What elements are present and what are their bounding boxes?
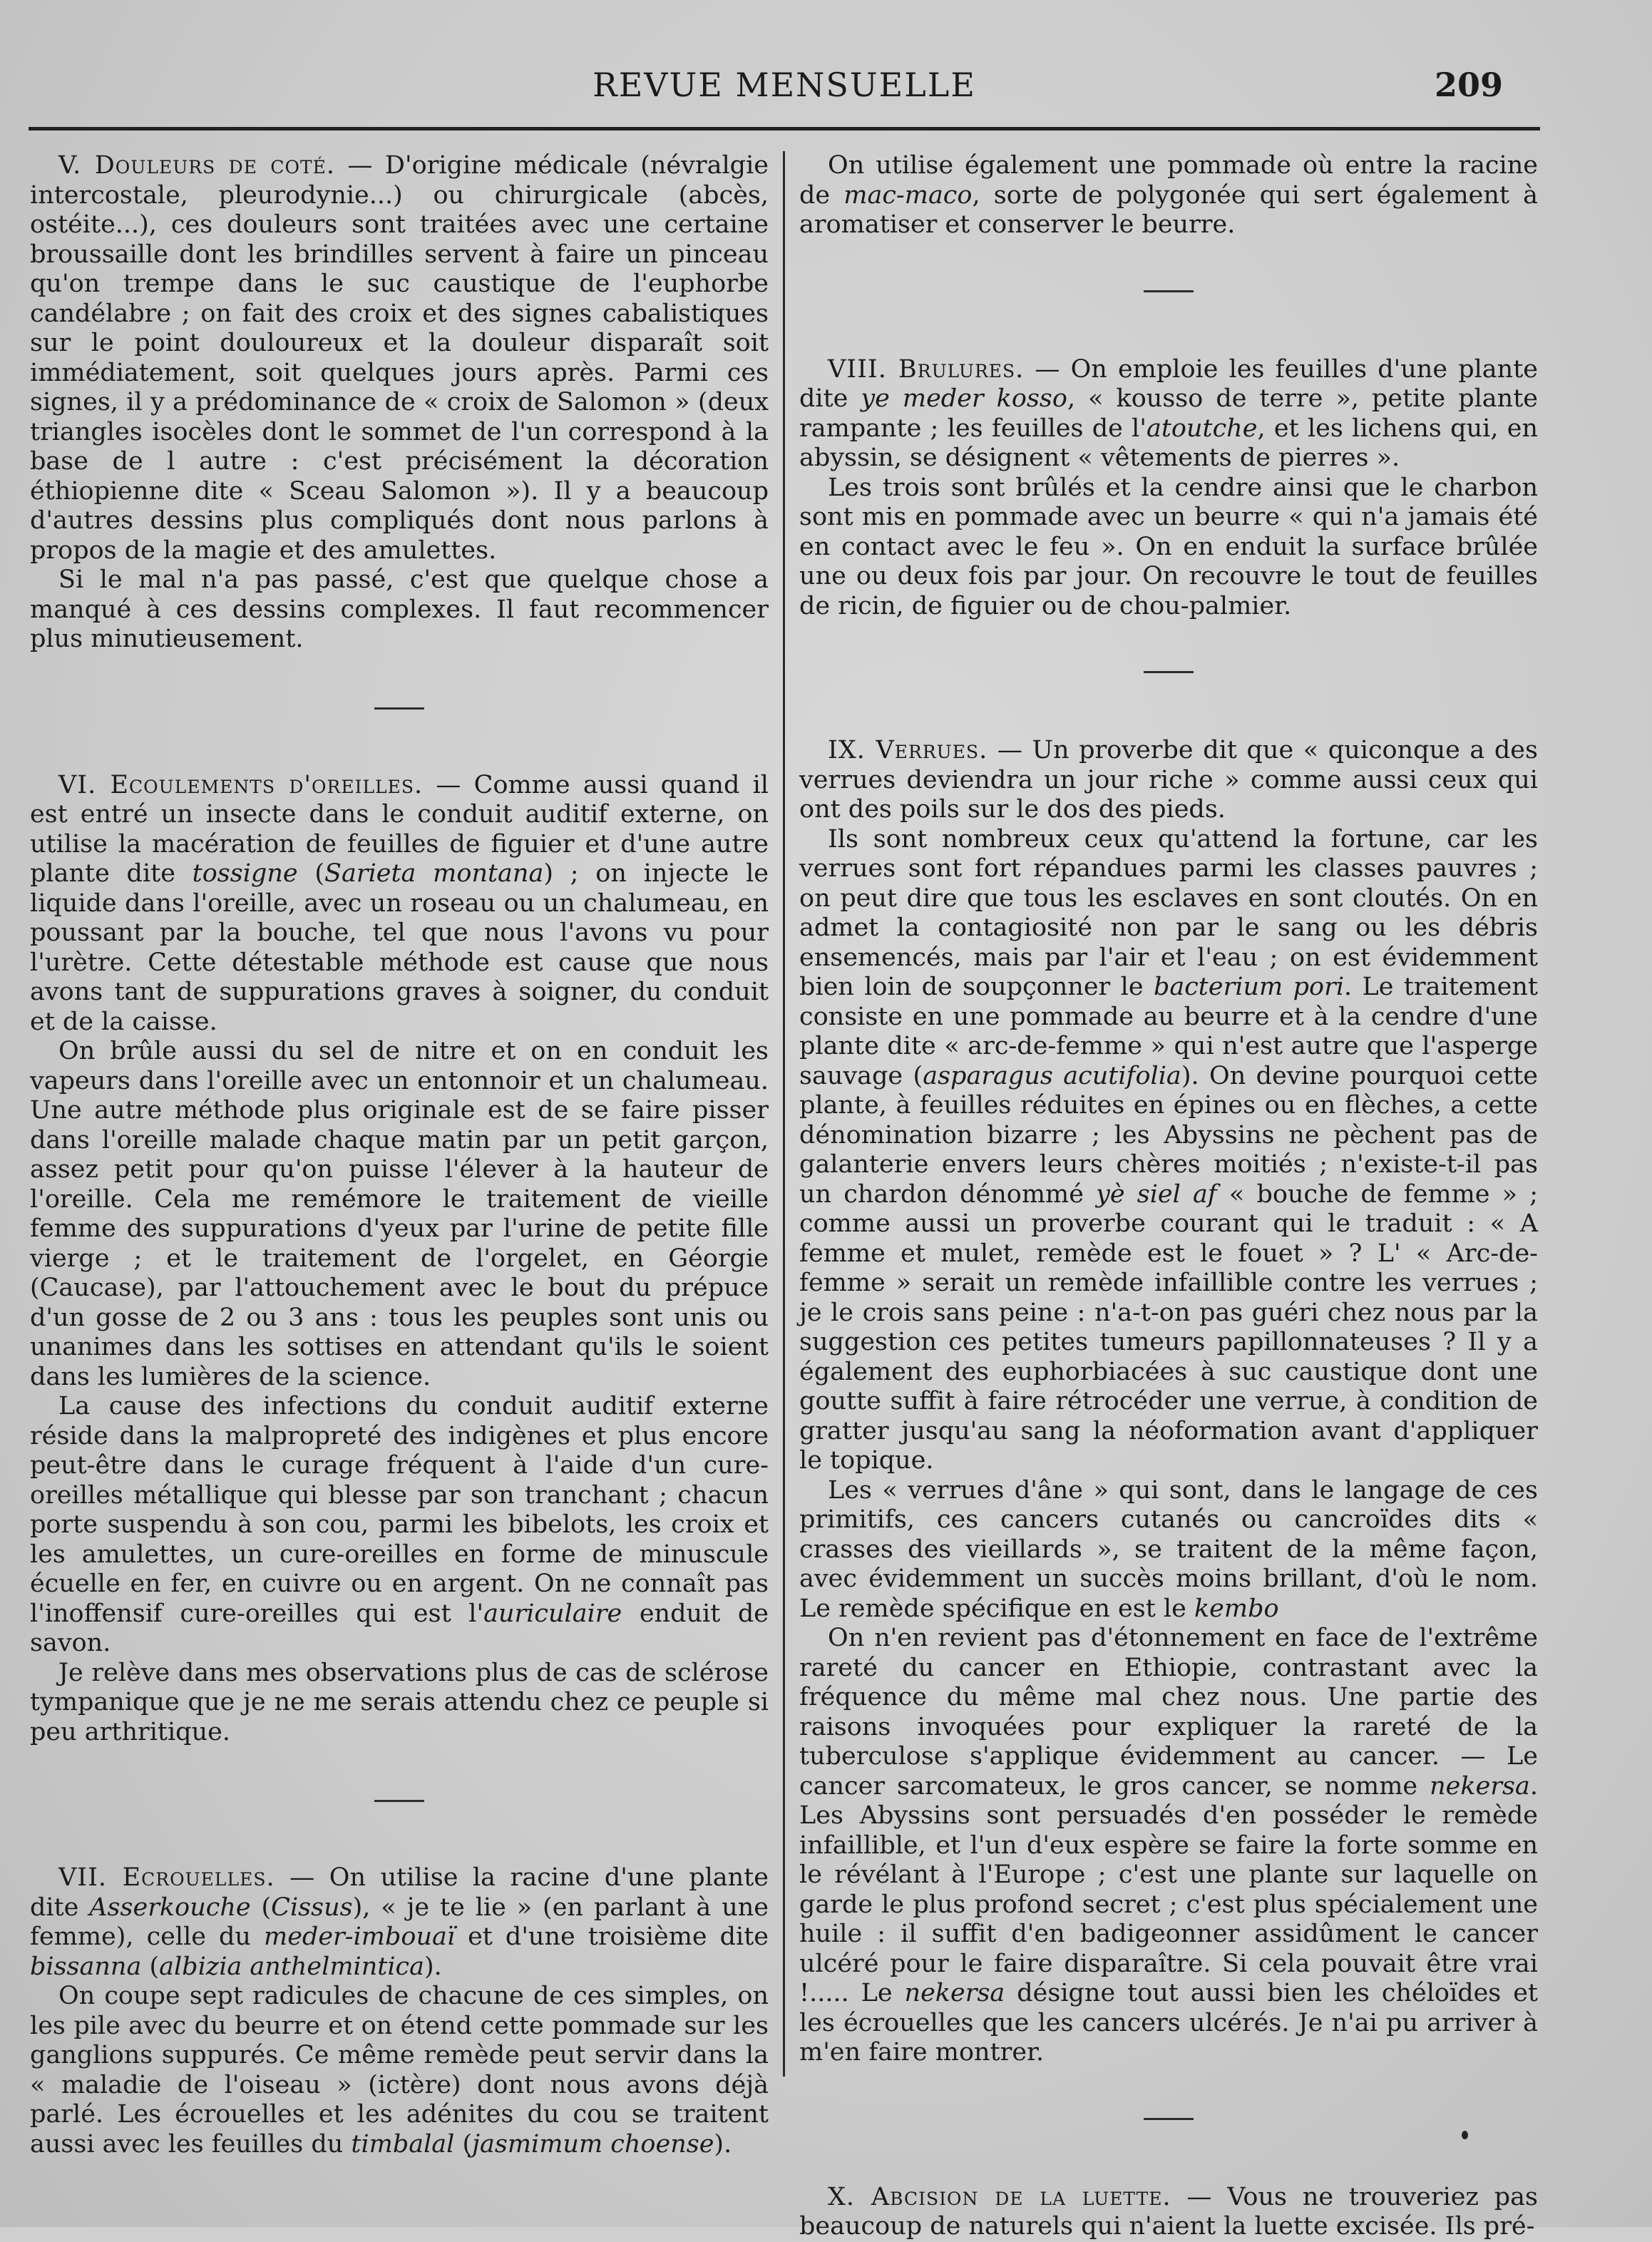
section-v-paragraph-2: Si le mal n'a pas passé, c'est que quelque chose a manqué à ces dessins complexes. Il faut recommencer plus minutieusement. — [30, 565, 769, 653]
section-ix-paragraph-1: IX. Verrues. — Un proverbe dit que « quiconque a des verrues deviendra un jour riche » comme aussi ceux qui ont des poils sur le dos des pieds. — [799, 736, 1538, 824]
section-separator — [1144, 2118, 1194, 2120]
section-vii-paragraph-1: VII. Ecrouelles. — On utilise la racine d'une plante dite Asserkouche (Cissus), « je te lie » (en parlant à une femme), celle du meder-imbouaï et d'une troisième dite bissanna (albizia anthelmintica). — [30, 1863, 769, 1981]
section-vi-paragraph-4: Je relève dans mes observations plus de cas de sclérose tympanique que je ne me serais attendu chez ce peuple si peu arthritique. — [30, 1658, 769, 1746]
section-vi-paragraph-2: On brûle aussi du sel de nitre et on en conduit les vapeurs dans l'oreille avec un entonnoir et un chalumeau. Une autre méthode plus originale est de se faire pisser dans l'oreille malade chaque matin par un petit garçon, assez petit pour qu'on puisse l'élever à la hauteur de l'oreille. Cela me remémore le traitement de vieille femme des suppurations d'yeux par l'urine de petite fille vierge ; et le traitement de l'orgelet, en Géorgie (Caucase), par l'attouchement avec le bout du prépuce d'un gosse de 2 ou 3 ans : tous les peuples sont unis ou unanimes dans les sottises en attendant qu'ils le soient dans les lumières de la science. — [30, 1037, 769, 1391]
section-vii-continued-paragraph: On utilise également une pommade où entre la racine de mac-maco, sorte de polygonée qui sert également à aromatiser et conserver le beurre. — [799, 151, 1538, 239]
section-separator — [374, 707, 424, 710]
section-ix-paragraph-4: On n'en revient pas d'étonnement en face de l'extrême rareté du cancer en Ethiopie, contrastant avec la fréquence du même mal chez nous. Une partie des raisons invoquées pour expliquer la rareté de la tuberculose s'applique évidemment au cancer. — Le cancer sarcomateux, le gros cancer, se nomme nekersa. Les Abyssins sont persuadés d'en posséder le remède infaillible, et l'un d'eux espère se faire la forte somme en le révélant à l'Europe ; c'est une plante sur laquelle on garde le plus profond secret ; c'est plus spécialement une huile : il suffit d'en badigeonner assidûment le cancer ulcéré pour le faire disparaître. Si cela pouvait être vrai !..... Le nekersa désigne tout aussi bien les chéloïdes et les écrouelles que les cancers ulcérés. Je n'ai pu arriver à m'en faire montrer. — [799, 1624, 1538, 2067]
section-vi-paragraph-3: La cause des infections du conduit auditif externe réside dans la malpropreté des indigènes et plus encore peut-être dans le curage fréquent à l'aide d'un cure-oreilles métallique qui blesse par son tranchant ; chacun porte suspendu à son cou, parmi les bibelots, les croix et les amulettes, un cure-oreilles en forme de minuscule écuelle en fer, en cuivre ou en argent. On ne connaît pas l'inoffensif cure-oreilles qui est l'auriculaire enduit de savon. — [30, 1392, 769, 1657]
section-viii-heading: VIII. Brulures. — [828, 354, 1025, 384]
section-ix-paragraph-2: Ils sont nombreux ceux qu'attend la fortune, car les verrues sont fort répandues parmi les classes pauvres ; on peut dire que tous les esclaves en sont cloutés. On en admet la contagiosité non par le sang ou les débris ensemencés, mais par l'air et l'eau ; on est évidemment bien loin de soupçonner le bacterium pori. Le traitement consiste en une pommade au beurre et à la cendre d'une plante dite « arc-de-femme » qui n'est autre que l'asperge sauvage (asparagus acutifolia). On devine pourquoi cette plante, à feuilles réduites en épines ou en flèches, a cette dénomination bizarre ; les Abyssins ne pèchent pas de galanterie envers leurs chères moitiés ; n'existe-t-il pas un chardon dénommé yè siel af « bouche de femme » ; comme aussi un proverbe courant qui le traduit : « A femme et mulet, remède est le fouet » ? L' « Arc-de-femme » serait un remède infaillible contre les verrues ; je le crois sans peine : n'a-t-on pas guéri chez nous par la suggestion ces petites tumeurs papillonnateuses ? Il y a également des euphorbiacées à suc caustique dont une goutte suffit à faire rétrocéder une verrue, à condition de gratter jusqu'au sang la néoformation avant d'appliquer le topique. — [799, 824, 1539, 1475]
section-x-paragraph-1: X. Abcision de la luette. — Vous ne trouveriez pas beaucoup de naturels qui n'aient la luette excisée. Ils pré- — [799, 2182, 1538, 2241]
running-title: REVUE MENSUELLE — [592, 66, 976, 104]
left-column — [30, 151, 769, 2159]
section-separator — [1144, 671, 1194, 673]
section-v-heading: V. Douleurs de coté. — [58, 151, 336, 180]
section-ix-heading: IX. Verrues. — [828, 736, 988, 764]
section-vi-heading: VI. Ecoulements d'oreilles. — [58, 770, 424, 799]
page-number: 209 — [1434, 66, 1503, 104]
header-rule — [29, 127, 1540, 130]
section-viii-paragraph-2: Les trois sont brûlés et la cendre ainsi que le charbon sont mis en pommade avec un beurre « qui n'a jamais été en contact avec le feu ». On en enduit la surface brûlée une ou deux fois par jour. On recouvre le tout de feuilles de ricin, de figuier ou de chou-palmier. — [799, 473, 1538, 620]
section-separator — [1144, 290, 1194, 292]
ink-speck — [1462, 2131, 1468, 2139]
section-viii-paragraph-1: VIII. Brulures. — On emploie les feuilles d'une plante dite ye meder kosso, « kousso de terre », petite plante rampante ; les feuilles de l'atoutche, et les lichens qui, en abyssin, se désignent « vêtements de pierres ». — [799, 354, 1539, 472]
section-vii-heading: VII. Ecrouelles. — [58, 1863, 275, 1892]
section-v-paragraph-1: V. Douleurs de coté. — D'origine médicale (névralgie intercostale, pleurodynie...) ou chirurgicale (abcès, ostéite...), ces douleurs sont traitées avec une certaine broussaille dont les brindilles servent à faire un pinceau qu'on trempe dans le suc caustique de l'euphorbe candélabre ; on fait des croix et des signes cabalistiques sur le point douloureux et la douleur disparaît soit immédiatement, soit quelques jours après. Parmi ces signes, il y a prédominance de « croix de Salomon » (deux triangles isocèles dont le sommet de l'un correspond à la base de l autre : c'est précisément la décoration éthiopienne dite « Sceau Salomon »). Il y a beaucoup d'autres dessins plus compliqués dont nous parlons à propos de la magie et des amulettes. — [30, 151, 769, 565]
right-column — [799, 151, 1538, 2242]
section-x-heading: X. Abcision de la luette. — [828, 2182, 1171, 2211]
section-ix-paragraph-3: Les « verrues d'âne » qui sont, dans le langage de ces primitifs, ces cancers cutanés ou cancroïdes dits « crasses des vieillards », se traitent de la même façon, avec évidemment un succès moins brillant, d'où le nom. Le remède spécifique en est le kembo — [799, 1475, 1538, 1623]
column-divider — [783, 151, 785, 2077]
page-header — [29, 66, 1540, 108]
section-vi-paragraph-1: VI. Ecoulements d'oreilles. — Comme aussi quand il est entré un insecte dans le conduit auditif externe, on utilise la macération de feuilles de figuier et d'une autre plante dite tossigne (Sarieta montana) ; on injecte le liquide dans l'oreille, avec un roseau ou un chalumeau, en poussant par la bouche, tel que nous l'avons vu pour l'urètre. Cette détestable méthode est cause que nous avons tant de suppurations graves à soigner, du conduit et de la caisse. — [30, 770, 769, 1036]
section-vii-paragraph-2: On coupe sept radicules de chacune de ces simples, on les pile avec du beurre et on étend cette pommade sur les ganglions suppurés. Ce même remède peut servir dans la « maladie de l'oiseau » (ictère) dont nous avons déjà parlé. Les écrouelles et les adénites du cou se traitent aussi avec les feuilles du timbalal (jasmimum choense). — [30, 1982, 769, 2159]
section-separator — [374, 1800, 424, 1802]
